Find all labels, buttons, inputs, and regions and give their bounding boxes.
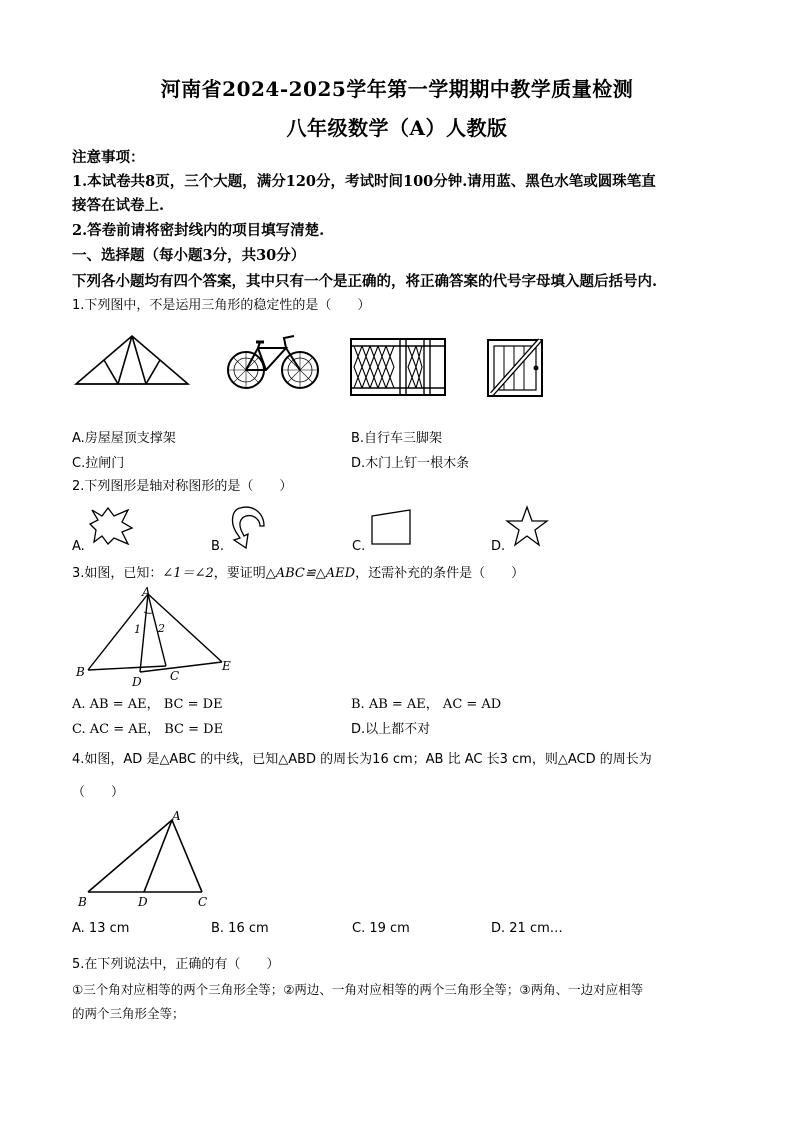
q1-option-a[interactable]: A.房屋屋顶支撑架 bbox=[72, 431, 176, 446]
q4-stem-line1: 4.如图，AD 是△ABC 的中线，已知△ABD 的周长为16 cm；AB 比 AC 长3 cm，则△ACD 的周长为 bbox=[72, 752, 652, 767]
roof-truss-figure bbox=[72, 332, 192, 390]
q1-option-b[interactable]: B.自行车三脚架 bbox=[351, 431, 443, 446]
q3-label-1: 1 bbox=[134, 623, 141, 636]
sliding-gate-figure bbox=[350, 338, 446, 396]
trapezoid-figure bbox=[368, 508, 414, 548]
q3-label-c: C bbox=[170, 669, 180, 683]
q4-stem-line2: （ ） bbox=[72, 785, 125, 800]
q4-label-b: B bbox=[78, 895, 87, 908]
q4-option-c[interactable]: C. 19 cm bbox=[352, 921, 410, 936]
q4-label-c: C bbox=[198, 895, 208, 908]
q3-label-a: A bbox=[142, 586, 151, 599]
q2-option-a[interactable]: A. bbox=[72, 539, 85, 554]
q4-label-a: A bbox=[172, 809, 181, 823]
q1-option-c[interactable]: C.拉闸门 bbox=[72, 456, 125, 471]
q2-option-d[interactable]: D. bbox=[491, 539, 506, 554]
notes-item2: 2.答卷前请将密封线内的项目填写清楚. bbox=[72, 222, 325, 239]
q2-stem: 2.下列图形是轴对称图形的是（ ） bbox=[72, 479, 293, 494]
q3-option-d[interactable]: D.以上都不对 bbox=[351, 722, 431, 737]
q1-stem: 1.下列图中，不是运用三角形的稳定性的是（ ） bbox=[72, 298, 371, 313]
q3-label-d: D bbox=[132, 675, 142, 689]
star-figure bbox=[505, 505, 549, 547]
exam-subtitle: 八年级数学（A）人教版 bbox=[286, 116, 508, 140]
q3-triangle-figure bbox=[72, 586, 238, 690]
q3-stem: 3.如图，已知：∠1＝∠2，要证明△ABC≌△AED，还需补充的条件是（ ） bbox=[72, 566, 525, 581]
notes-heading: 注意事项： bbox=[72, 149, 145, 166]
curved-arrow-figure bbox=[226, 504, 266, 550]
q5-statement-line1: ①三个角对应相等的两个三角形全等；②两边、一角对应相等的两个三角形全等；③两角、一边对应相等 bbox=[72, 982, 644, 997]
exam-title: 河南省2024-2025学年第一学期期中教学质量检测 bbox=[160, 77, 634, 101]
q3-label-b: B bbox=[76, 665, 85, 679]
q3-option-a[interactable]: A. AB = AE， BC = DE bbox=[72, 697, 223, 712]
notes-item1-line1: 1.本试卷共8页，三个大题，满分120分，考试时间100分钟.请用蓝、黑色水笔或圆珠笔直 bbox=[72, 173, 656, 190]
q4-option-b[interactable]: B. 16 cm bbox=[211, 921, 269, 936]
q3-option-c[interactable]: C. AC = AE， BC = DE bbox=[72, 722, 224, 737]
q5-statement-line2: 的两个三角形全等； bbox=[72, 1006, 185, 1021]
q3-label-2: 2 bbox=[158, 622, 165, 635]
q3-label-e: E bbox=[222, 659, 231, 673]
q4-label-d: D bbox=[138, 895, 148, 908]
starburst-shape-figure bbox=[88, 506, 134, 546]
section1-heading: 一、选择题（每小题3分，共30分） bbox=[72, 247, 306, 264]
q2-option-b[interactable]: B. bbox=[211, 539, 225, 554]
q2-option-c[interactable]: C. bbox=[352, 539, 366, 554]
wooden-door-figure bbox=[486, 338, 544, 398]
q4-triangle-figure bbox=[74, 808, 220, 908]
q3-option-b[interactable]: B. AB = AE， AC = AD bbox=[351, 697, 502, 712]
q4-option-a[interactable]: A. 13 cm bbox=[72, 921, 130, 936]
notes-item1-line2: 接答在试卷上. bbox=[72, 197, 165, 214]
section1-instruction: 下列各小题均有四个答案，其中只有一个是正确的，将正确答案的代号字母填入题后括号内. bbox=[72, 273, 658, 290]
q5-stem: 5.在下列说法中，正确的有（ ） bbox=[72, 957, 280, 972]
q1-option-d[interactable]: D.木门上钉一根木条 bbox=[351, 456, 470, 471]
bicycle-figure bbox=[224, 330, 322, 392]
q4-option-d[interactable]: D. 21 cm… bbox=[491, 921, 563, 936]
